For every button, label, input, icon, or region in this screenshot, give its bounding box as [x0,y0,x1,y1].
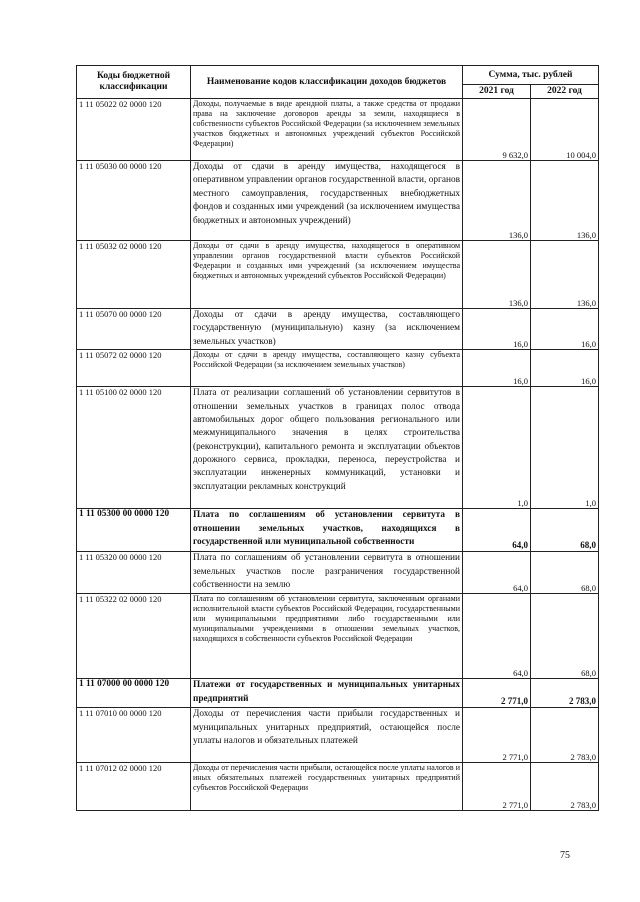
row-name: Доходы от перечисления части прибыли государственных и муниципальных унитарных предприятий, остающейся после уплаты налогов и обязательных платежей [191,708,463,763]
header-year-2021: 2021 год [463,85,531,99]
row-value-2022: 2 783,0 [531,763,599,811]
table-row [77,763,599,811]
header-names: Наименование кодов классификации доходов бюджетов [191,66,463,99]
row-code: 1 11 05072 02 0000 120 [77,350,191,387]
row-value-2021: 64,0 [463,594,531,679]
table-row [77,161,599,241]
row-code: 1 11 07000 00 0000 120 [77,679,191,708]
row-value-2021: 1,0 [463,387,531,509]
table-row [77,594,599,679]
row-code: 1 11 05300 00 0000 120 [77,509,191,552]
row-value-2022: 10 004,0 [531,99,599,161]
row-name: Платежи от государственных и муниципальных унитарных предприятий [191,679,463,708]
page-number: 75 [560,850,570,861]
table-row [77,387,599,509]
row-value-2022: 16,0 [531,309,599,350]
row-value-2022: 16,0 [531,350,599,387]
row-name: Доходы, получаемые в виде арендной платы, а также средства от продажи права на заключение договоров аренды за земли, находящиеся в собственности субъектов Российской Федерации (за исключением земельных участков бюджетных и автономных учреждений субъектов Российской Федерации) [191,99,463,161]
row-value-2021: 2 771,0 [463,763,531,811]
row-value-2021: 9 632,0 [463,99,531,161]
row-value-2022: 68,0 [531,552,599,594]
budget-table [76,65,599,811]
row-code: 1 11 05030 00 0000 120 [77,161,191,241]
header-codes: Коды бюджетной классификации [77,66,191,99]
row-name: Плата по соглашениям об установлении сервитута, заключенным органами исполнительной власти субъектов Российской Федерации, государственными или муниципальными предприятиями либо государственными или муниципальными учреждениями в отношении земельных участков, находящихся в собственности субъектов Российской Федерации [191,594,463,679]
row-name: Доходы от сдачи в аренду имущества, находящегося в оперативном управлении органов государственной власти, органов местного самоуправления, государственных внебюджетных фондов и созданных ими учреждений (за исключением имущества бюджетных и автономных учреждений) [191,161,463,241]
row-code: 1 11 05322 02 0000 120 [77,594,191,679]
table-row [77,509,599,552]
row-value-2022: 136,0 [531,241,599,309]
row-value-2021: 136,0 [463,161,531,241]
row-value-2022: 136,0 [531,161,599,241]
table-row [77,99,599,161]
row-value-2022: 68,0 [531,594,599,679]
row-value-2021: 16,0 [463,309,531,350]
table-row [77,350,599,387]
row-value-2021: 2 771,0 [463,708,531,763]
row-value-2022: 1,0 [531,387,599,509]
row-value-2021: 16,0 [463,350,531,387]
table-row [77,552,599,594]
table-row [77,679,599,708]
row-code: 1 11 07012 02 0000 120 [77,763,191,811]
row-value-2022: 2 783,0 [531,708,599,763]
row-value-2021: 64,0 [463,509,531,552]
row-name: Доходы от сдачи в аренду имущества, находящегося в оперативном управлении органов государственной власти субъектов Российской Федерации и созданных ими учреждений (за исключением имущества бюджетных и автономных учреждений субъектов Российской Федерации) [191,241,463,309]
table-row [77,241,599,309]
row-name: Доходы от сдачи в аренду имущества, составляющего казну субъекта Российской Федерации (за исключением земельных участков) [191,350,463,387]
header-year-2022: 2022 год [531,85,599,99]
row-code: 1 11 05070 00 0000 120 [77,309,191,350]
row-name: Плата по соглашениям об установлении сервитута в отношении земельных участков после разграничения государственной собственности на землю [191,552,463,594]
table-row [77,708,599,763]
row-value-2021: 136,0 [463,241,531,309]
row-value-2022: 2 783,0 [531,679,599,708]
row-code: 1 11 05100 02 0000 120 [77,387,191,509]
row-name: Доходы от сдачи в аренду имущества, составляющего государственную (муниципальную) казну (за исключением земельных участков) [191,309,463,350]
row-code: 1 11 05032 02 0000 120 [77,241,191,309]
row-name: Плата по соглашениям об установлении сервитута в отношении земельных участков, находящихся в государственной или муниципальной собственности [191,509,463,552]
row-name: Доходы от перечисления части прибыли, остающейся после уплаты налогов и иных обязательных платежей государственных унитарных предприятий субъектов Российской Федерации [191,763,463,811]
row-value-2021: 2 771,0 [463,679,531,708]
table-row [77,309,599,350]
row-name: Плата от реализации соглашений об установлении сервитутов в отношении земельных участков в границах полос отвода автомобильных дорог общего пользования регионального или межмуниципального значения в целях строительства (реконструкции), капитального ремонта и эксплуатации объектов дорожного сервиса, прокладки, переноса, переустройства и эксплуатации инженерных коммуникаций, установки и эксплуатации рекламных конструкций [191,387,463,509]
row-value-2021: 64,0 [463,552,531,594]
row-value-2022: 68,0 [531,509,599,552]
row-code: 1 11 05022 02 0000 120 [77,99,191,161]
row-code: 1 11 05320 00 0000 120 [77,552,191,594]
header-sum: Сумма, тыс. рублей [463,66,599,85]
row-code: 1 11 07010 00 0000 120 [77,708,191,763]
